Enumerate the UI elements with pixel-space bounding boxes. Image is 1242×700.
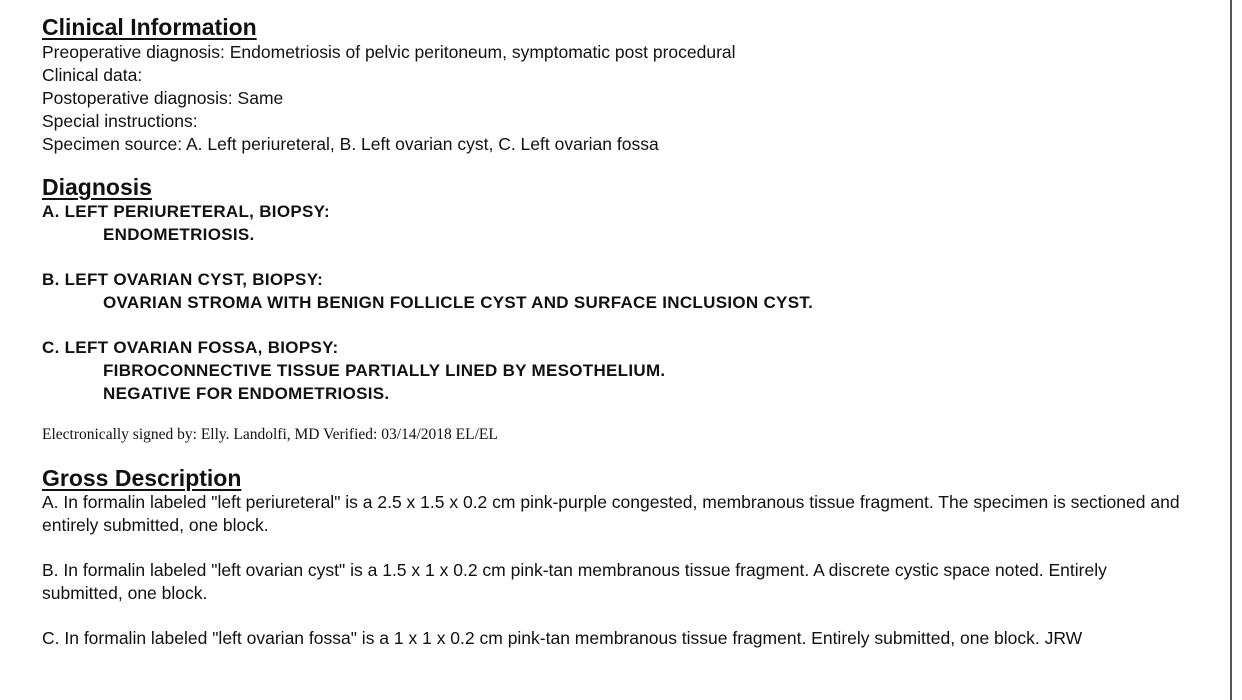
diagnosis-heading: Diagnosis (42, 174, 152, 200)
postoperative-diagnosis: Postoperative diagnosis: Same (42, 88, 284, 108)
special-instructions: Special instructions: (42, 111, 198, 131)
clinical-data: Clinical data: (42, 65, 143, 85)
electronic-signature: Electronically signed by: Elly. Landolfi, MD Verified: 03/14/2018 EL/EL (42, 426, 498, 443)
gross-description-section (42, 465, 1192, 650)
preoperative-diagnosis: Preoperative diagnosis: Endometriosis of pelvic peritoneum, symptomatic post procedural (42, 42, 736, 62)
report-content (42, 14, 1192, 650)
diagnosis-item-line: OVARIAN STROMA WITH BENIGN FOLLICLE CYST AND SURFACE INCLUSION CYST. (103, 293, 814, 312)
diagnosis-item-title: C. LEFT OVARIAN FOSSA, BIOPSY: (42, 338, 339, 357)
diagnosis-item-title: B. LEFT OVARIAN CYST, BIOPSY: (42, 270, 324, 289)
diagnosis-item-line: ENDOMETRIOSIS. (103, 225, 255, 244)
specimen-source: Specimen source: A. Left periureteral, B. Left ovarian cyst, C. Left ovarian fossa (42, 134, 659, 154)
clinical-information-heading: Clinical Information (42, 14, 257, 40)
diagnosis-item-b (42, 268, 1192, 314)
gross-paragraph-c: C. In formalin labeled "left ovarian fossa" is a 1 x 1 x 0.2 cm pink-tan membranous tissue fragment. Entirely submitted, one block. JRW (42, 628, 1083, 648)
diagnosis-section (42, 174, 1192, 405)
diagnosis-item-line: FIBROCONNECTIVE TISSUE PARTIALLY LINED BY MESOTHELIUM. (103, 361, 666, 380)
clinical-information-section (42, 14, 1192, 156)
gross-description-heading: Gross Description (42, 465, 242, 491)
diagnosis-item-line: NEGATIVE FOR ENDOMETRIOSIS. (103, 384, 390, 403)
diagnosis-item-c (42, 336, 1192, 405)
gross-paragraph-a: A. In formalin labeled "left periureteral" is a 2.5 x 1.5 x 0.2 cm pink-purple congested, membranous tissue fragment. The specimen is sectioned and entirely submitted, one block. (42, 492, 1180, 535)
diagnosis-item-a (42, 200, 1192, 246)
gross-paragraph-b: B. In formalin labeled "left ovarian cyst" is a 1.5 x 1 x 0.2 cm pink-tan membranous tissue fragment. A discrete cystic space noted. Entirely submitted, one block. (42, 560, 1107, 603)
diagnosis-item-title: A. LEFT PERIURETERAL, BIOPSY: (42, 202, 330, 221)
